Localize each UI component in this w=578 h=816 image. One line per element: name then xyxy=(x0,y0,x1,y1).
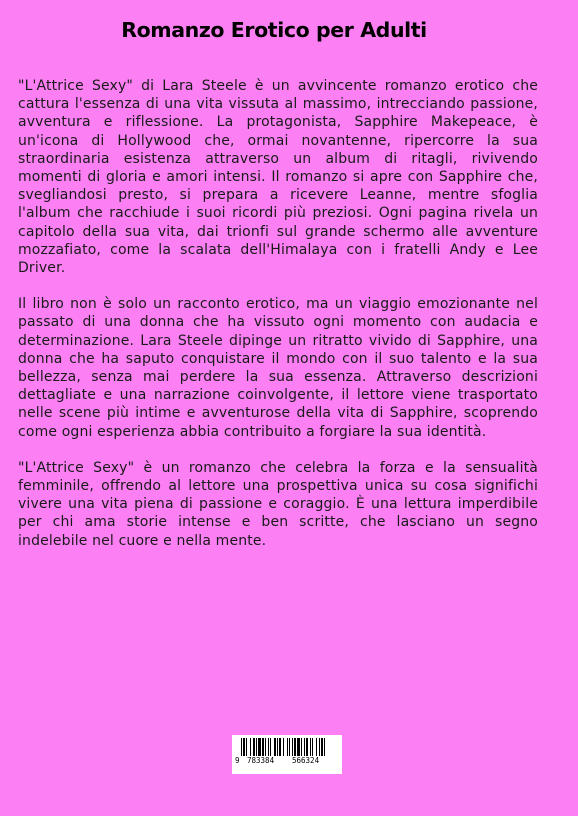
barcode-bar xyxy=(262,738,264,756)
description-paragraph-1: "L'Attrice Sexy" di Lara Steele è un avvincente romanzo erotico che cattura l'essenza di una vita vissuta al massimo, intrecciando passione, avventura e riflessione. La protagonista, Sapphire Makepeace, è un'icona di Hollywood che, ormai novantenne, ripercorre la sua straordinaria esistenza attraverso un album di ritagli, rivivendo momenti di gloria e amori intensi. Il romanzo si apre con Sapphire che, svegliandosi presto, si prepara a ricevere Leanne, mentre sfoglia l'album che racchiude i suoi ricordi più preziosi. Ogni pagina rivela un capitolo della sua vita, dai trionfi sul grande schermo alle avventure mozzafiato, come la scalata dell'Himalaya con i fratelli Andy e Lee Driver. xyxy=(18,78,538,277)
barcode-bar xyxy=(324,738,325,756)
barcode-digits xyxy=(232,756,342,768)
isbn-barcode xyxy=(232,735,342,774)
barcode-bar xyxy=(246,738,247,756)
barcode-bar xyxy=(258,738,261,756)
barcode-bar xyxy=(319,738,320,756)
barcode-bar xyxy=(270,738,271,756)
barcode-bar xyxy=(265,738,266,756)
barcode-bar xyxy=(243,738,245,756)
barcode-bar xyxy=(287,738,288,756)
barcode-bar xyxy=(312,738,313,756)
barcode-bar xyxy=(283,738,284,756)
barcode-bar xyxy=(310,738,311,756)
barcode-bar xyxy=(253,738,255,756)
barcode-first-digit: 9 xyxy=(235,756,240,765)
barcode-bar xyxy=(241,738,242,756)
description-paragraph-3: "L'Attrice Sexy" è un romanzo che celebra la forza e la sensualità femminile, offrendo al lettore una prospettiva unica su cosa significhi vivere una vita piena di passione e coraggio. È una lettura imperdibile per chi ama storie intense e ben scritte, che lasciano un segno indelebile nel cuore e nella mente. xyxy=(18,459,538,549)
barcode-bar xyxy=(306,738,308,756)
description-paragraph-2: Il libro non è solo un racconto erotico, ma un viaggio emozionante nel passato di una donna che ha vissuto ogni momento con audacia e determinazione. Lara Steele dipinge un ritratto vivido di Sapphire, una donna che ha saputo conquistare il mondo con il suo talento e la sua bellezza, senza mai perdere la sua essenza. Attraverso descrizioni dettagliate e una narrazione coinvolgente, il lettore viene trasportato nelle scene più intime e avventurose della vita di Sapphire, scoprendo come ogni esperienza abbia contribuito a forgiare la sua identità. xyxy=(18,296,538,440)
barcode-bar xyxy=(321,738,323,756)
barcode-bar xyxy=(292,738,293,756)
barcode-bar xyxy=(316,738,317,756)
barcode-bar xyxy=(250,738,251,756)
barcode-bar xyxy=(274,738,276,756)
barcode-left-group: 783384 xyxy=(247,756,275,765)
barcode-bar xyxy=(277,738,278,756)
barcode-bar xyxy=(301,738,302,756)
barcode-bar xyxy=(304,738,305,756)
barcode-bar xyxy=(289,738,290,756)
barcode-bars xyxy=(232,735,342,774)
barcode-bar xyxy=(279,738,281,756)
barcode-right-group: 566324 xyxy=(292,756,320,765)
barcode-bar xyxy=(256,738,257,756)
page-title: Romanzo Erotico per Adulti xyxy=(121,18,427,42)
barcode-bar xyxy=(294,738,296,756)
barcode-bar xyxy=(297,738,300,756)
back-cover-description xyxy=(18,77,538,568)
barcode-bar xyxy=(268,738,269,756)
